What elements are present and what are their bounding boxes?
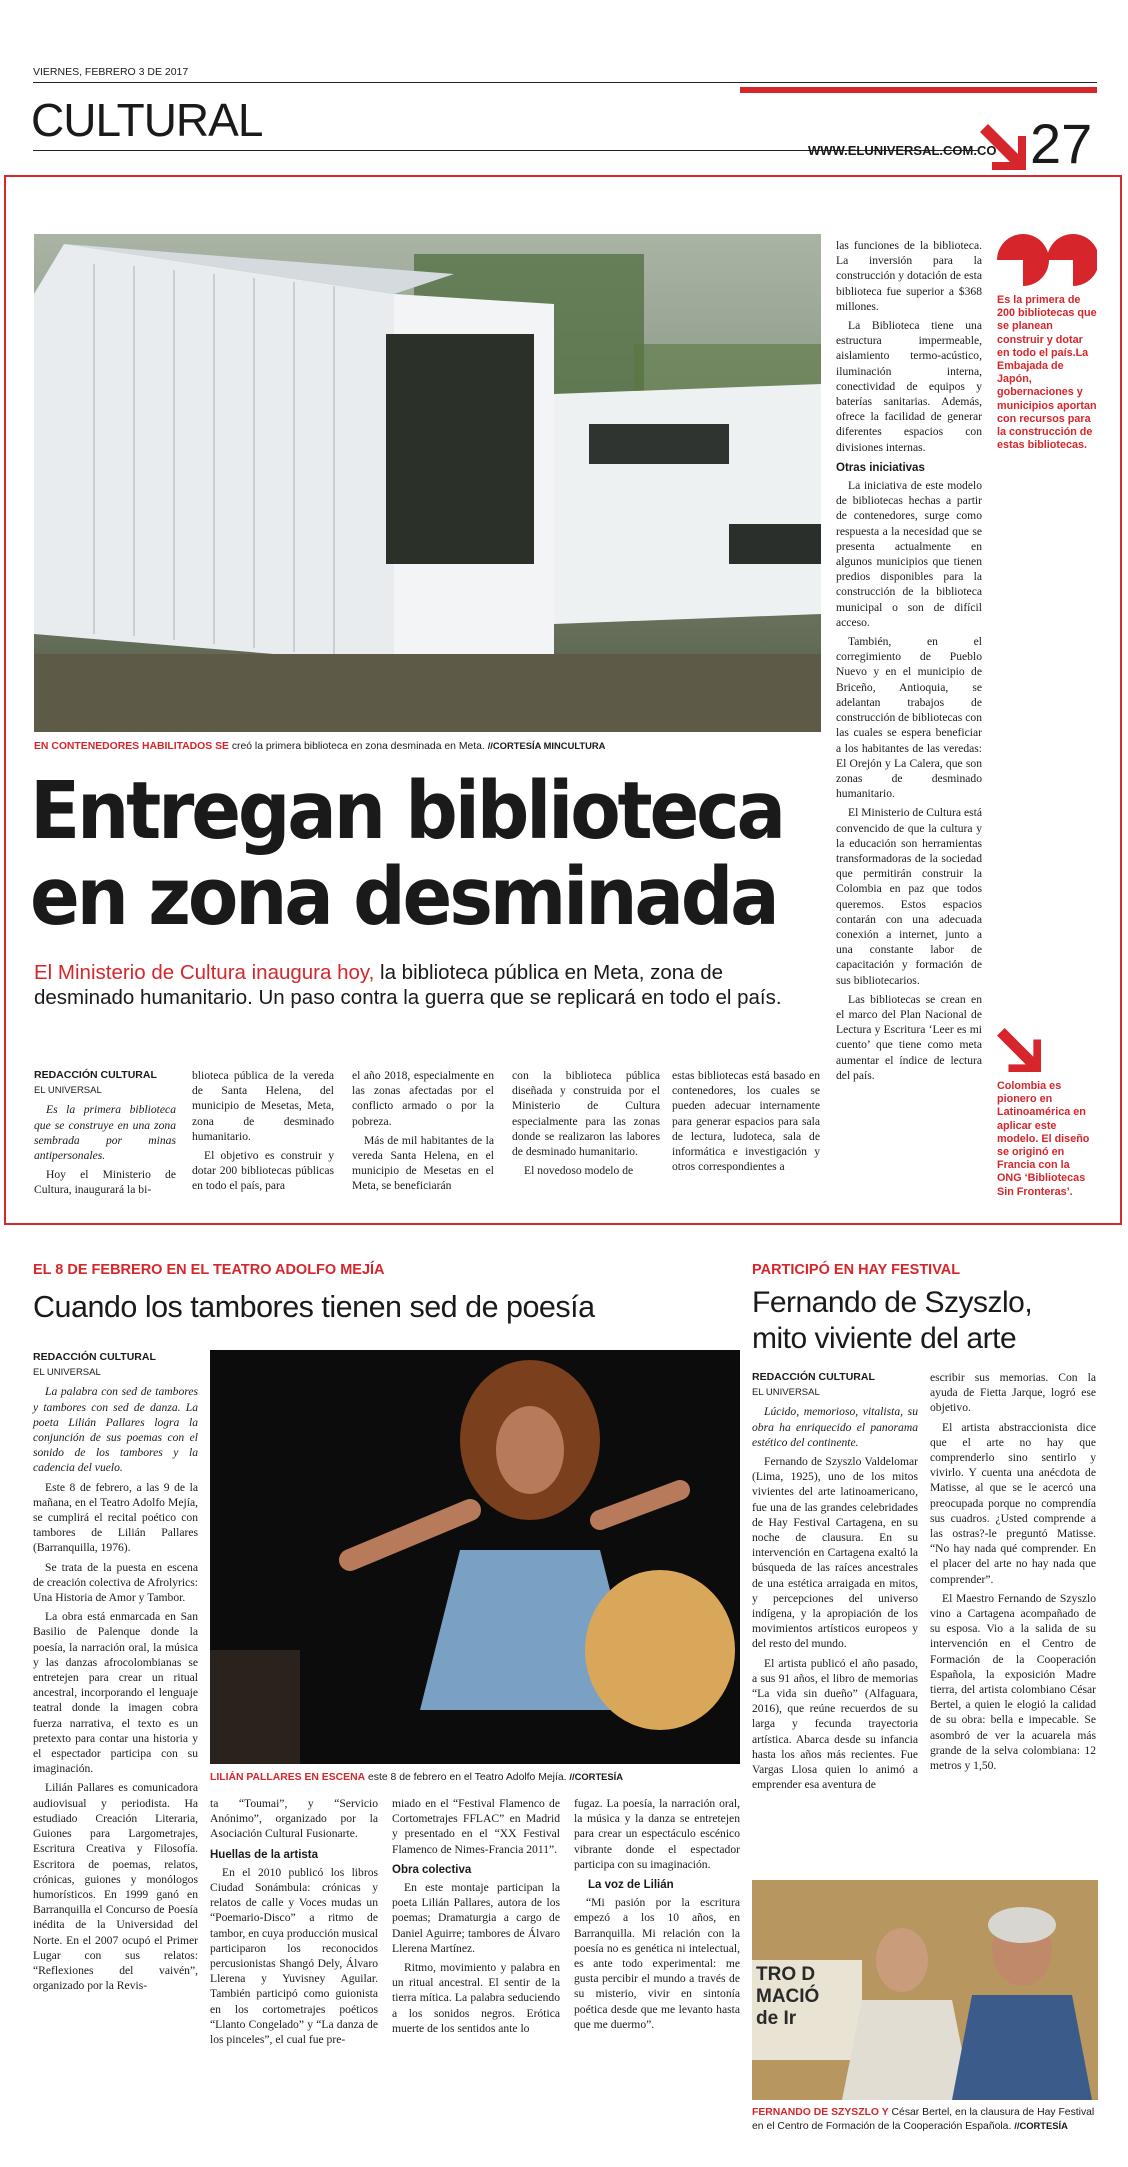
paragraph: La Biblioteca tiene una estructura impermeable, aislamiento termo-acústico, iluminación interna, conectividad de equipos y baterías sanitarias. Además, ofrece la facilidad de generar diferentes espacios con divisiones internas. — [836, 319, 982, 454]
story2-headline: Cuando los tambores tienen sed de poesía — [33, 1290, 595, 1324]
paragraph: Este 8 de febrero, a las 9 de la mañana, en el Teatro Adolfo Mejía, se cumplirá el recital poético con tambores de Lilián Pallares (Barranquilla, 1976). — [33, 1480, 198, 1555]
byline-org: EL UNIVERSAL — [752, 1387, 820, 1399]
paragraph: Se trata de la puesta en escena de creación colectiva de Afrolyrics: Una Historia de Amor y Tambor. — [33, 1560, 198, 1605]
paragraph: escribir sus memorias. Con la ayuda de Fietta Jarque, logró ese objetivo. — [930, 1371, 1096, 1415]
paragraph: El objetivo es construir y dotar 200 bibliotecas públicas en todo el país, para — [192, 1149, 334, 1193]
paragraph: La obra está enmarcada en San Basilio de Palenque donde la poesía, la narración oral, la música y las danzas afrocolombianas se entretejen para crear un ritual ancestral, incorporando el lenguaje teatral donde la imagen cobra fuerza narrativa, el texto es un pretexto para contar una historia y el espectador participa con su imaginación. — [33, 1610, 198, 1776]
caption-text: César Bertel, en la clausura de Hay Festival en el Centro de Formación de la Cooperación Española. — [752, 2107, 1095, 2132]
photo-credit: //CORTESÍA MINCULTURA — [487, 740, 606, 751]
main-col-4 — [512, 1068, 660, 1182]
story2-col-3 — [392, 1796, 560, 2040]
paragraph: las funciones de la biblioteca. La inversión para la construcción y dotación de esta biblioteca fue superior a $368 millones. — [836, 239, 982, 313]
subhead: Otras iniciativas — [836, 461, 925, 474]
photo-credit: //CORTESÍA — [1014, 2120, 1068, 2131]
website-label: WWW.ELUNIVERSAL.COM.CO — [808, 143, 997, 158]
story2-kicker: EL 8 DE FEBRERO EN EL TEATRO ADOLFO MEJÍA — [33, 1262, 385, 1278]
story2-col-1 — [33, 1350, 198, 1997]
caption-highlight: LILIÁN PALLARES EN ESCENA — [210, 1772, 366, 1783]
paragraph: Más de mil habitantes de la vereda Santa Helena, en el municipio de Mesetas en el Meta, se beneficiarán — [352, 1133, 494, 1193]
caption-text: este 8 de febrero en el Teatro Adolfo Mejía. — [368, 1772, 567, 1783]
subhead: Obra colectiva — [392, 1863, 472, 1876]
sidebar-quote: Es la primera de 200 bibliotecas que se planean construir y dotar en todo el país.La Embajada de Japón, gobernaciones y municipios aportan con recursos para la construcción de estas bibliotecas. — [997, 294, 1097, 452]
sidebar-note: Colombia es pionero en Latinoamérica en aplicar este modelo. El diseño se originó en Francia con la ONG ‘Bibliotecas Sin Fronteras’. — [997, 1080, 1090, 1198]
main-col-5 — [672, 1068, 820, 1178]
main-col-3 — [352, 1068, 494, 1198]
caption-text: creó la primera biblioteca en zona desminada en Meta. — [231, 741, 485, 752]
story3-photo-caption — [752, 2106, 1098, 2133]
paragraph: La iniciativa de este modelo de bibliotecas hechas a partir de contenedores, surge como respuesta a la necesidad que se presenta actualmente en algunos municipios que tienen predios disponibles para la construcción de la biblioteca municipal o son de difícil acceso. — [836, 479, 982, 629]
paragraph: Lilián Pallares es comunicadora audiovisual y periodista. Ha estudiado Creación Literaria, Guiones para Largometrajes, Escritura Creativa y Filosofía. Escritora de poemas, relatos, crónicas, guiones y monólogos humorísticos. En 1999 ganó en Barranquilla el Concurso de Poesía inédita de la Universidad del Norte. En el 2007 ocupó el Primer Lugar con sus relatos: “Reflexiones del vaivén”, organizado por la Revis- — [33, 1781, 198, 1993]
lead-paragraph: Lúcido, memorioso, vitalista, su obra ha enriquecido el panorama estético del continente. — [752, 1405, 918, 1449]
quote-marks-icon — [997, 234, 1097, 290]
story2-photo-caption — [210, 1771, 740, 1783]
photo-credit: //CORTESÍA — [569, 1771, 624, 1782]
byline-org: EL UNIVERSAL — [34, 1085, 102, 1097]
page-number: 27 — [1030, 112, 1093, 175]
page-number-box — [978, 112, 1093, 175]
story3-headline — [752, 1285, 1032, 1357]
byline-name: REDACCIÓN CULTURAL — [34, 1069, 157, 1081]
header-date: VIERNES, FEBRERO 3 DE 2017 — [33, 66, 189, 78]
story2-col-2 — [210, 1796, 378, 2051]
headline-line-1: Fernando de Szyszlo, — [752, 1286, 1033, 1319]
paragraph: En este montaje participan la poeta Lilián Pallares, autora de los poemas; Dramaturgia a cargo de Daniel Aguirre; tambores de Álvaro Llerena Martínez. — [392, 1881, 560, 1955]
paragraph: blioteca pública de la vereda de Santa Helena, del municipio de Mesetas, Meta, zona de desminado humanitario. — [192, 1069, 334, 1143]
paragraph: con la biblioteca pública diseñada y construida por el Ministerio de Cultura especialmente para las zonas donde se realizaron las labores de desminado humanitario. — [512, 1069, 660, 1159]
main-headline — [30, 765, 783, 943]
paragraph: El Maestro Fernando de Szyszlo vino a Cartagena acompañado de su esposa. Vio a la salida de su intervención en el Centro de Formación de la Cooperación Española, la exposición Madre tierra, del artista colombiano César Bertel, a quien le elogió la calidad de su obra: bella e impecable. Se asombró de ver la acuarela más grande de la selva colombiana: 12 metros y 1,50. — [930, 1591, 1096, 1773]
lead-paragraph: Es la primera biblioteca que se construye en una zona sembrada por minas antipersonales. — [34, 1103, 176, 1163]
library-photo — [34, 234, 821, 732]
dek-text: la biblioteca pública en Meta, zona de desminado humanitario. Un paso contra la guerra que se replicará en todo el país. — [34, 961, 782, 1009]
paragraph: Las bibliotecas se crean en el marco del Plan Nacional de Lectura y Escritura ‘Leer es mi cuento’ que tiene como meta aumentar el índice de lectura del país. — [836, 992, 982, 1082]
story3-col-1 — [752, 1370, 918, 1796]
story2-col-4 — [574, 1796, 740, 2036]
headline-line-1: Entregan biblioteca — [30, 765, 783, 857]
main-col-1 — [34, 1068, 176, 1202]
byline-name: REDACCIÓN CULTURAL — [33, 1351, 156, 1363]
caption-highlight: EN CONTENEDORES HABILITADOS SE — [34, 741, 229, 752]
header-red-bar — [740, 87, 1097, 93]
paragraph: ta “Toumai”, y “Servicio Anónimo”, organizado por la Asociación Cultural Fusionarte. — [210, 1797, 378, 1841]
subhead: La voz de Lilián — [588, 1879, 674, 1892]
paragraph: fugaz. La poesía, la narración oral, la música y la danza se entretejen para crear un espectáculo escénico vibrante donde el espectador participa con su imaginación. — [574, 1797, 740, 1871]
main-dek — [34, 960, 824, 1010]
section-title: CULTURAL — [31, 94, 263, 146]
paragraph: miado en el “Festival Flamenco de Cortometrajes FFLAC” en Madrid y presentado en el “XX Festival Flamenco de Nimes-Francia 2011”. — [392, 1797, 560, 1856]
library-container-illustration — [34, 234, 821, 732]
header-rule — [33, 82, 1097, 83]
paragraph: El artista abstraccionista dice que el arte no hay que comprenderlo sino sentirlo y vivirlo. Y cuenta una anécdota de Matisse, al que se le acercó una preocupada porque no comprendía sus cuadros. ¿Usted comprende a las ostras?-le preguntó Matisse. “No hay nada qué comprender. En el placer del arte no hay nada que comprender”. — [930, 1420, 1096, 1586]
paragraph: El artista publicó el año pasado, a sus 91 años, el libro de memorias “La vida sin dueño” (Alfaguara, 2016), que reúne recuerdos de su larga y fecunda trayectoria artística. Abarca desde su infancia hasta los años más recientes. Fue Vargas Llosa quien lo animó a emprender esa aventura de — [752, 1656, 918, 1792]
performer-photo — [210, 1350, 740, 1764]
photo-banner-text: TRO D MACIÓ de Ir — [756, 1964, 820, 2029]
caption-highlight: FERNANDO DE SZYSZLO Y — [752, 2107, 889, 2118]
paragraph: Fernando de Szyszlo Valdelomar (Lima, 1925), uno de los mitos vivientes del arte latinoamericano, fue una de las grandes celebridades de Hay Festival Cartagena, en su noche de clausura. En su intervención en Cartagena exaltó la búsqueda de las raíces ancestrales de una estética arraigada en mitos, y percepciones del universo indígena, y la apropiación de los movimientos artísticos europeos y del resto del mundo. — [752, 1455, 918, 1651]
paragraph: Ritmo, movimiento y palabra en un ritual ancestral. El sentir de la tierra mítica. La palabra seduciendo a los sonidos negros. Erótica muerte de los sentidos ante lo — [392, 1961, 560, 2035]
paragraph: Hoy el Ministerio de Cultura, inaugurará la bi- — [34, 1168, 176, 1197]
performer-illustration — [210, 1350, 740, 1764]
arrow-down-right-icon — [980, 124, 1026, 170]
paragraph: “Mi pasión por la escritura empezó a los 10 años, en Barranquilla. Mi relación con la poesía no es genética ni intelectual, es ante todo experimental: me gusta percibir el mundo a través de su misterio, vivir en sintonía poética desde que me levanto hasta que me duermo”. — [574, 1896, 740, 2031]
paragraph: El novedoso modelo de — [524, 1164, 634, 1178]
byline-name: REDACCIÓN CULTURAL — [752, 1371, 875, 1383]
main-col-2 — [192, 1068, 334, 1198]
paragraph: En el 2010 publicó los libros Ciudad Sonámbula: crónicas y relatos de calle y Voces mudas un “Poemario-Disco” a ritmo de tambor, en cuya producción musical participaron los reconocidos percusionistas Shangó Dely, Álvaro Llerena y Yuvisney Aguilar. También participó como guionista en los cortometrajes poéticos “Llanto Congelado” y “La danza de los pinceles”, el cual fue pre- — [210, 1865, 378, 2047]
byline-org: EL UNIVERSAL — [33, 1367, 101, 1379]
arrow-down-right-icon — [997, 1028, 1041, 1072]
szyszlo-photo — [752, 1880, 1098, 2100]
headline-line-2: mito viviente del arte — [752, 1322, 1017, 1355]
story3-col-2 — [930, 1370, 1096, 1777]
headline-line-2: en zona desminada — [30, 851, 777, 943]
lead-paragraph: La palabra con sed de tambores y tambores con sed de danza. La poeta Lilián Pallares logra la conjunción de sus poemas con el sonido de los tambores y la cadencia del vuelo. — [33, 1385, 198, 1475]
story3-kicker: PARTICIPÓ EN HAY FESTIVAL — [752, 1262, 961, 1278]
paragraph: También, en el corregimiento de Pueblo Nuevo y en el municipio de Briceño, Antioquia, se adelantan trabajos de construcción de bibliotecas con las cuales se espera beneficiar a los habitantes de las veredas: El Orejón y La Calera, que son zonas de desminado humanitario. — [836, 635, 982, 801]
paragraph: el año 2018, especialmente en las zonas afectadas por el conflicto armado o por la pobreza. — [352, 1069, 494, 1128]
subhead: Huellas de la artista — [210, 1848, 319, 1861]
main-photo-caption — [34, 740, 821, 752]
paragraph: estas bibliotecas está basado en contenedores, los cuales se pueden adecuar internamente para generar espacios para sala de lectura, ludoteca, sala de informática e investigación y otros correspondientes a — [672, 1069, 820, 1174]
dek-highlight: El Ministerio de Cultura inaugura hoy, — [34, 961, 375, 984]
main-right-col — [836, 238, 982, 1087]
paragraph: El Ministerio de Cultura está convencido de que la cultura y la educación son herramientas transformadoras de la sociedad que permitirán construir la Colombia en paz que todos queremos. Estos espacios contarán con una adecuada conexión a internet, junto a una constante labor de capacitación y formación de sus bibliotecarios. — [836, 806, 982, 987]
